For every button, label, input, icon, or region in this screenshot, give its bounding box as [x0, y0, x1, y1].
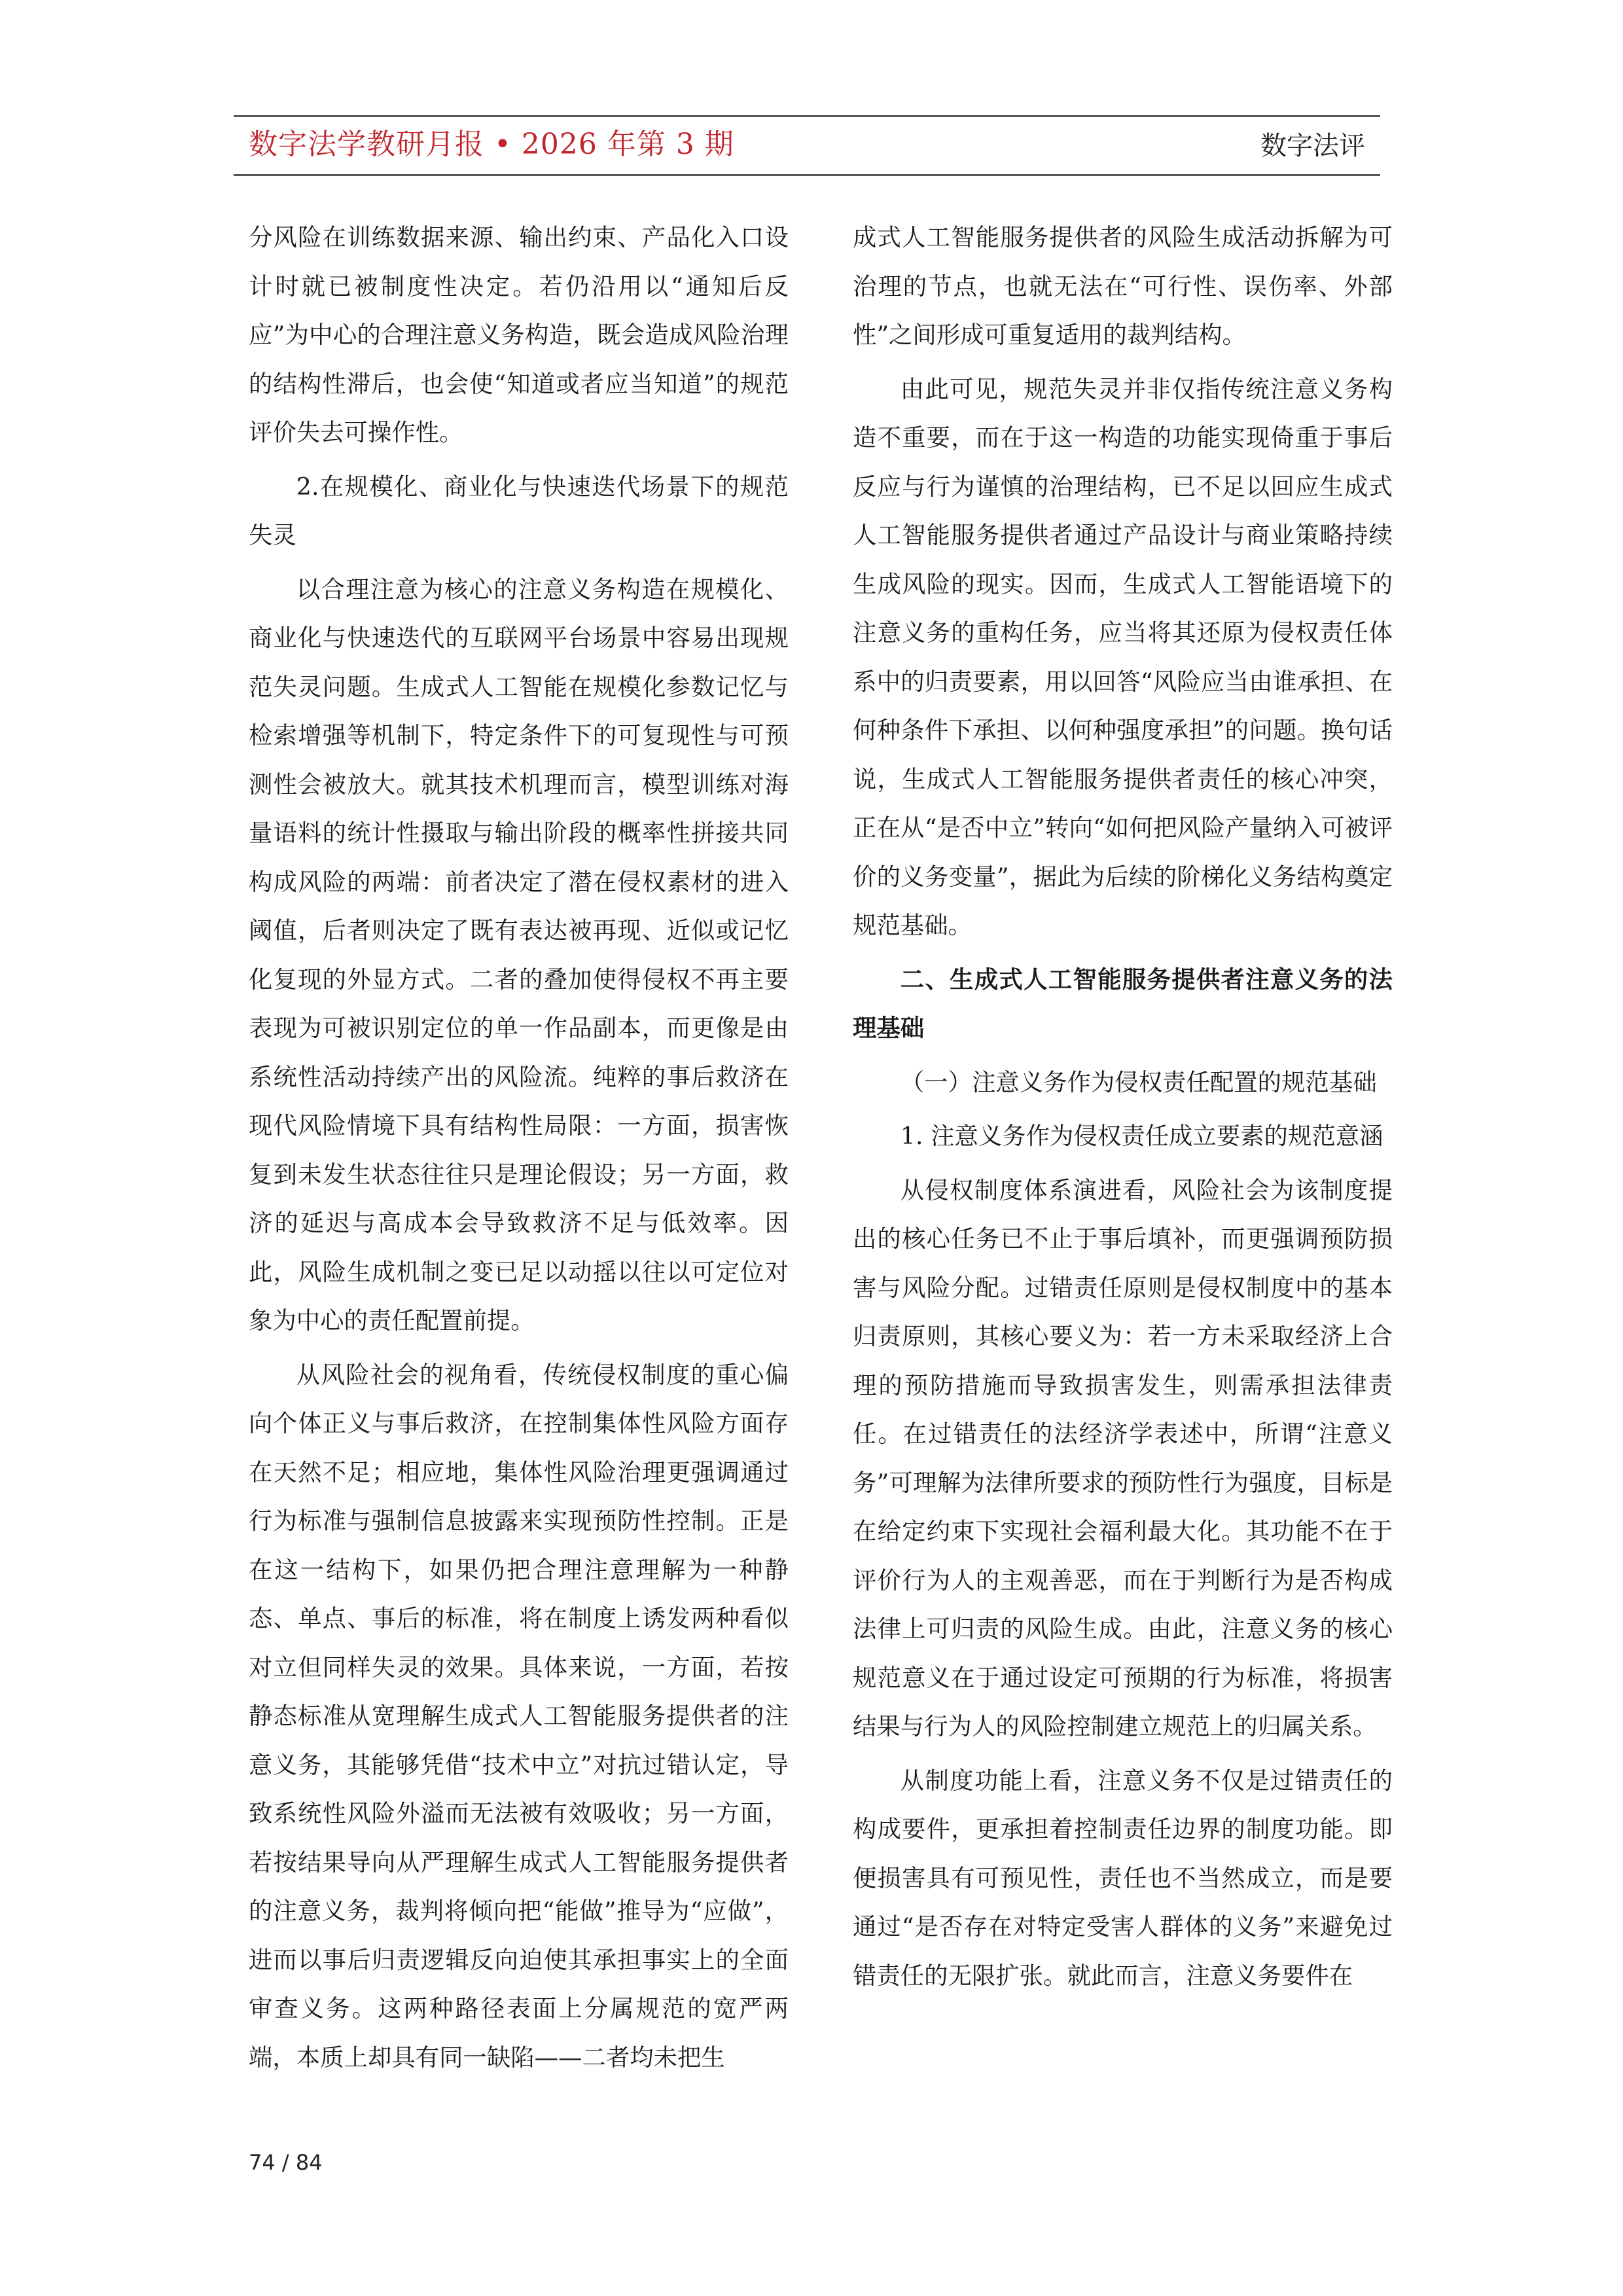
header-top-rule: [234, 115, 1380, 117]
body-paragraph: 成式人工智能服务提供者的风险生成活动拆解为可治理的节点，也就无法在“可行性、误伤率、外部性”之间形成可重复适用的裁判结构。: [853, 223, 1393, 349]
body-paragraph: 分风险在训练数据来源、输出约束、产品化入口设计时就已被制度性决定。若仍沿用以“通知后反应”为中心的合理注意义务构造，既会造成风险治理的结构性滞后，也会使“知道或者应当知道”的规范评价失去可操作性。: [249, 223, 789, 446]
left-column: [249, 213, 789, 2087]
page-number: 74 / 84: [249, 2150, 323, 2175]
subsection-heading: 1. 注意义务作为侵权责任成立要素的规范意涵: [900, 1122, 1383, 1150]
body-paragraph: 从风险社会的视角看，传统侵权制度的重心偏向个体正义与事后救济，在控制集体性风险方面存在天然不足；相应地，集体性风险治理更强调通过行为标准与强制信息披露来实现预防性控制。正是在这一结构下，如果仍把合理注意理解为一种静态、单点、事后的标准，将在制度上诱发两种看似对立但同样失灵的效果。具体来说，一方面，若按静态标准从宽理解生成式人工智能服务提供者的注意义务，其能够凭借“技术中立”对抗过错认定，导致系统性风险外溢而无法被有效吸收；另一方面，若按结果导向从严理解生成式人工智能服务提供者的注意义务，裁判将倾向把“能做”推导为“应做”，进而以事后归责逻辑反向迫使其承担事实上的全面审查义务。这两种路径表面上分属规范的宽严两端，本质上却具有同一缺陷——二者均未把生: [249, 1360, 789, 2072]
journal-title: 数字法学教研月报 • 2026 年第 3 期: [249, 128, 734, 161]
subsection-heading: （一）注意义务作为侵权责任配置的规范基础: [900, 1067, 1377, 1096]
subsection-heading: 2.在规模化、商业化与快速迭代场景下的规范失灵: [249, 472, 789, 549]
body-paragraph: 从制度功能上看，注意义务不仅是过错责任的构成要件，更承担着控制责任边界的制度功能。即便损害具有可预见性，责任也不当然成立，而是要通过“是否存在对特定受害人群体的义务”来避免过错责任的无限扩张。就此而言，注意义务要件在: [853, 1766, 1393, 1990]
body-paragraph: 以合理注意为核心的注意义务构造在规模化、商业化与快速迭代的互联网平台场景中容易出现规范失灵问题。生成式人工智能在规模化参数记忆与检索增强等机制下，特定条件下的可复现性与可预测性会被放大。就其技术机理而言，模型训练对海量语料的统计性摄取与输出阶段的概率性拼接共同构成风险的两端：前者决定了潜在侵权素材的进入阈值，后者则决定了既有表达被再现、近似或记忆化复现的外显方式。二者的叠加使得侵权不再主要表现为可被识别定位的单一作品副本，而更像是由系统性活动持续产出的风险流。纯粹的事后救济在现代风险情境下具有结构性局限：一方面，损害恢复到未发生状态往往只是理论假设；另一方面，救济的延迟与高成本会导致救济不足与低效率。因此，风险生成机制之变已足以动摇以往以可定位对象为中心的责任配置前提。: [249, 575, 789, 1335]
section-tag: 数字法评: [1260, 131, 1365, 161]
body-paragraph: 由此可见，规范失灵并非仅指传统注意义务构造不重要，而在于这一构造的功能实现倚重于事后反应与行为谨慎的治理结构，已不足以回应生成式人工智能服务提供者通过产品设计与商业策略持续生成风险的现实。因而，生成式人工智能语境下的注意义务的重构任务，应当将其还原为侵权责任体系中的归责要素，用以回答“风险应当由谁承担、在何种条件下承担、以何种强度承担”的问题。换句话说，生成式人工智能服务提供者责任的核心冲突，正在从“是否中立”转向“如何把风险产量纳入可被评价的义务变量”，据此为后续的阶梯化义务结构奠定规范基础。: [853, 374, 1393, 939]
right-column: [853, 213, 1393, 2005]
section-heading: 二、生成式人工智能服务提供者注意义务的法理基础: [853, 965, 1393, 1042]
header-bottom-rule: [234, 174, 1380, 176]
body-paragraph: 从侵权制度体系演进看，风险社会为该制度提出的核心任务已不止于事后填补，而更强调预防损害与风险分配。过错责任原则是侵权制度中的基本归责原则，其核心要义为：若一方未采取经济上合理的预防措施而导致损害发生，则需承担法律责任。在过错责任的法经济学表述中，所谓“注意义务”可理解为法律所要求的预防性行为强度，目标是在给定约束下实现社会福利最大化。其功能不在于评价行为人的主观善恶，而在于判断行为是否构成法律上可归责的风险生成。由此，注意义务的核心规范意义在于通过设定可预期的行为标准，将损害结果与行为人的风险控制建立规范上的归属关系。: [853, 1175, 1393, 1740]
